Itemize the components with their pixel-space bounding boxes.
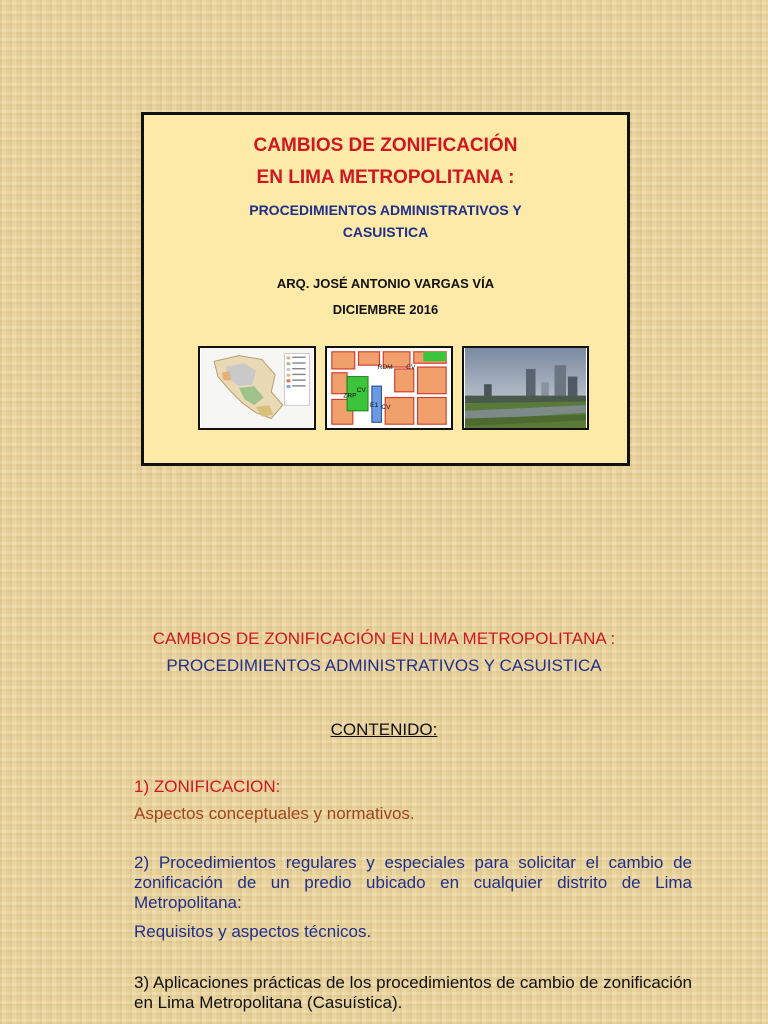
zoning-label-cv-3: CV [381,403,391,411]
zoning-label-cv-1: CV [406,363,416,371]
item-1-detail: Aspectos conceptuales y normativos. [134,804,415,823]
zoning-plan-image [325,346,453,430]
city-skyline-graphic [464,348,587,428]
zoning-label-cv-2: CV [356,386,366,394]
zoning-label-rdm: RDM [377,363,393,371]
title-line-2: EN LIMA METROPOLITANA : [256,167,515,188]
item-3-heading: 3) Aplicaciones prácticas de los procedimientos de cambio de zonificación en Lima Metropolitana (Casuística). [134,973,692,1012]
item-2-heading: 2) Procedimientos regulares y especiales para solicitar el cambio de zonificación de un predio ubicado en cualquier distrito de Lima Metropolitana: [134,853,692,912]
contents-title-line-1: CAMBIOS DE ZONIFICACIÓN EN LIMA METROPOLITANA : [152,629,616,648]
city-photo-image [462,346,589,430]
contents-heading: CONTENIDO: [330,720,438,739]
subtitle-line-1: PROCEDIMIENTOS ADMINISTRATIVOS Y [249,202,522,218]
zoning-label-e1: E1 [369,402,379,410]
presentation-date: DICIEMBRE 2016 [332,302,439,317]
author-name: ARQ. JOSÉ ANTONIO VARGAS VÍA [276,276,495,291]
zoning-plan-graphic [327,348,451,428]
contents-title-line-2: PROCEDIMIENTOS ADMINISTRATIVOS Y CASUISTICA [166,656,602,675]
lima-map-image [198,346,316,430]
title-line-1: CAMBIOS DE ZONIFICACIÓN [253,135,518,156]
slide-2 [0,512,768,1024]
title-box [141,112,630,466]
item-2-detail: Requisitos y aspectos técnicos. [134,922,372,941]
lima-map-graphic [200,348,314,428]
zoning-label-zrp: ZRP [343,392,357,400]
subtitle-line-2: CASUISTICA [342,224,429,240]
item-1-heading: 1) ZONIFICACION: [134,777,281,796]
